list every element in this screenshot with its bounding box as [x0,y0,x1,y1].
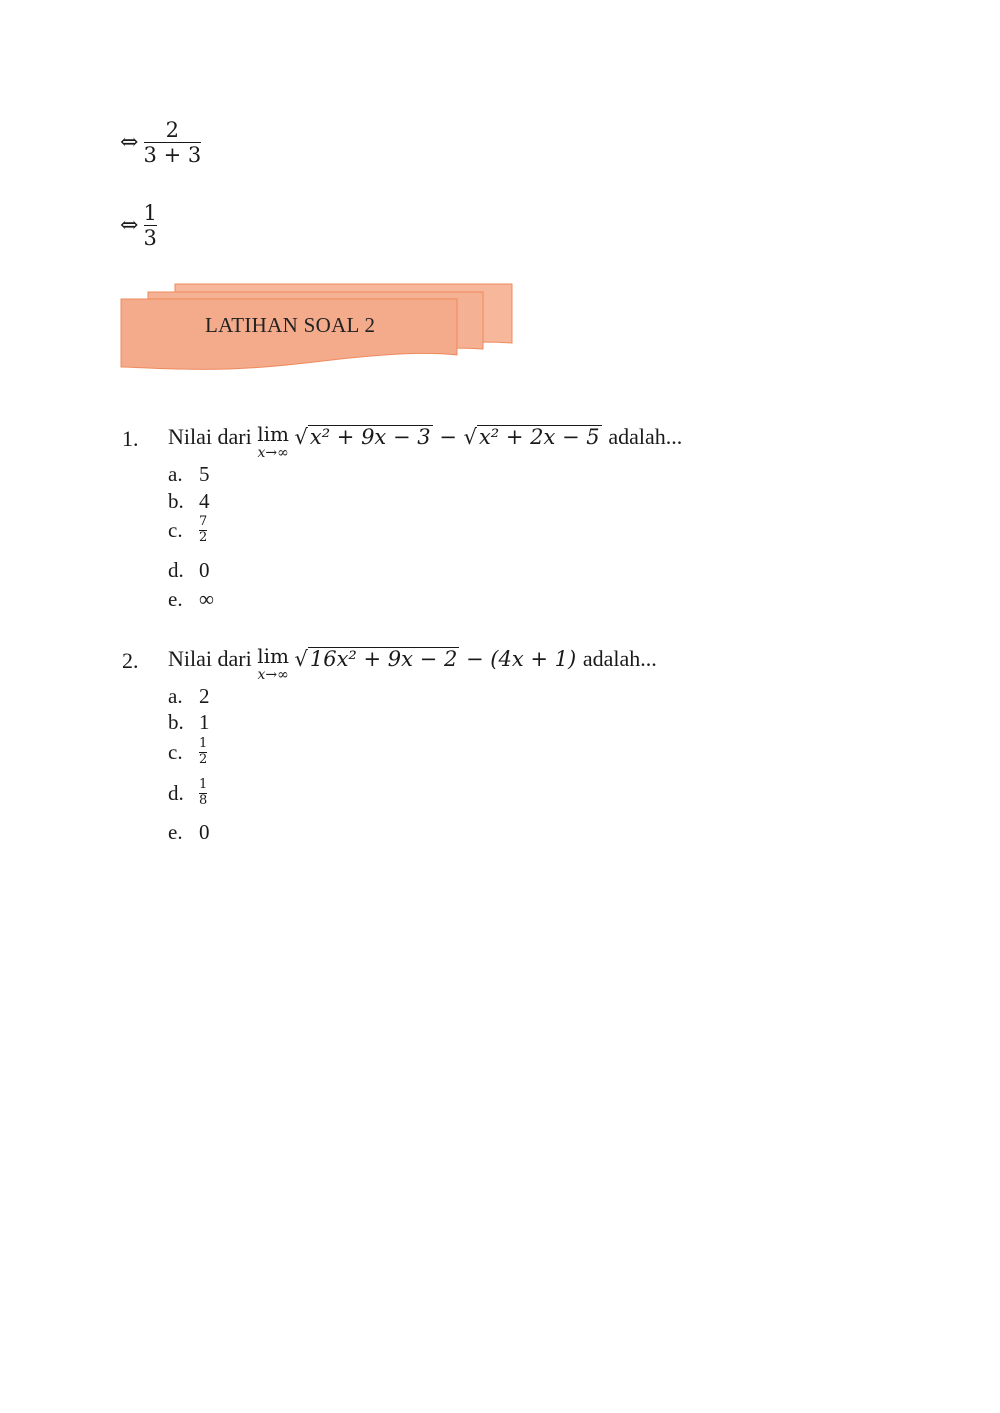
question-text [168,646,657,682]
question-number: 2. [122,648,139,673]
fraction-denominator: 8 [199,792,208,808]
fraction-denominator: 3 + 3 [143,143,202,168]
question-suffix: adalah... [608,424,683,449]
option-value: 0 [199,558,210,582]
derivation-step-1 [120,118,201,167]
radicand: x² + 9x − 3 [309,425,431,449]
option-label: d. [168,558,184,582]
radicand: 16x² + 9x − 2 [309,647,458,671]
option-value: 4 [199,489,210,513]
option[interactable] [168,710,210,735]
option[interactable] [168,778,207,809]
fraction-denominator: 2 [199,751,208,767]
lim-subscript: x→∞ [257,667,289,683]
derivation-step-2 [120,201,157,250]
lim-word: lim [257,422,289,446]
radicand: x² + 2x − 5 [478,425,600,449]
limit-expression: √x² + 9x − 3 − √x² + 2x − 5 [294,425,600,449]
expression-rest: − (4x + 1) [466,647,577,671]
option[interactable] [168,515,207,546]
fraction-numerator: 1 [143,201,157,225]
option-label: b. [168,489,184,513]
option[interactable] [168,489,210,514]
option-label: a. [168,684,183,708]
iff-symbol: ⇔ [120,213,139,239]
lim-word: lim [257,644,289,668]
option-label: a. [168,462,183,486]
step-fraction [144,118,202,167]
limit-operator [257,424,289,460]
iff-symbol: ⇔ [120,130,139,156]
option[interactable] [168,558,210,583]
option-label: d. [168,780,184,805]
lim-subscript: x→∞ [257,445,289,461]
fraction-denominator: 3 [143,226,157,251]
option-label: e. [168,820,183,844]
step-fraction [144,201,157,250]
fraction-numerator: 7 [199,514,208,529]
limit-operator [257,646,289,682]
question-text [168,424,682,460]
option[interactable] [168,737,207,768]
question-prefix: Nilai dari [168,646,252,671]
question-suffix: adalah... [582,646,657,671]
minus-sign: − [439,425,457,449]
option[interactable] [168,820,210,845]
banner-title: LATIHAN SOAL 2 [205,313,376,337]
option[interactable] [168,462,210,487]
fraction-denominator: 2 [199,529,208,545]
option-fraction [199,515,207,546]
option-value: 0 [199,820,210,844]
option-fraction [199,778,207,809]
option-value: 2 [199,684,210,708]
fraction-numerator: 1 [199,777,208,792]
fraction-numerator: 2 [165,118,180,142]
option-label: c. [168,517,183,542]
limit-expression: √16x² + 9x − 2 − (4x + 1) [294,647,577,671]
fraction-numerator: 1 [199,736,208,751]
option-value: 1 [199,710,210,734]
question-number: 1. [122,426,139,451]
option-value: ∞ [199,587,214,611]
option-value: 5 [199,462,210,486]
option[interactable] [168,587,214,612]
option-fraction [199,737,207,768]
option-label: c. [168,739,183,764]
option-label: b. [168,710,184,734]
option-label: e. [168,587,183,611]
option[interactable] [168,684,210,709]
question-prefix: Nilai dari [168,424,252,449]
